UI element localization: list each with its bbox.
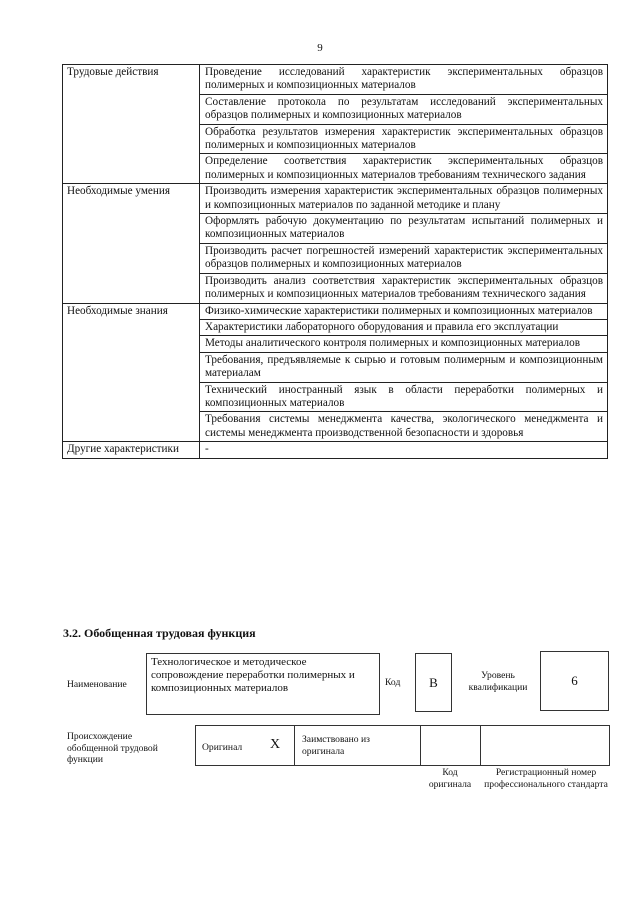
table-cell: Обработка результатов измерения характеристик экспериментальных образцов полимерных и композиционных материалов (200, 124, 608, 154)
page-number: 9 (317, 42, 323, 54)
competency-table (62, 64, 608, 459)
origin-divider-3 (480, 725, 481, 766)
table-cell: - (200, 442, 608, 458)
row-label: Трудовые действия (63, 65, 200, 184)
registration-number-caption: Регистрационный номер профессионального стандарта (484, 767, 608, 790)
code-original-caption: Код оригинала (428, 767, 472, 790)
name-label: Наименование (67, 679, 127, 690)
table-row (63, 184, 608, 214)
level-value: 6 (571, 673, 578, 688)
row-label: Необходимые умения (63, 184, 200, 303)
origin-label: Происхождение обобщенной трудовой функции (67, 731, 158, 765)
table-cell: Определение соответствия характеристик экспериментальных образцов полимерных и композиционных материалов требованиям технического задания (200, 154, 608, 184)
function-name-value: Технологическое и методическое сопровождение переработки полимерных и композиционных материалов (151, 656, 355, 695)
table-cell: Проведение исследований характеристик экспериментальных образцов полимерных и композиционных материалов (200, 65, 608, 95)
table-cell: Требования, предъявляемые к сырью и готовым полимерным и композиционным материалам (200, 352, 608, 382)
code-box (415, 653, 452, 712)
level-label: Уровень квалификации (468, 670, 528, 693)
function-name-box (146, 653, 380, 715)
table-cell: Характеристики лабораторного оборудования и правила его эксплуатации (200, 319, 608, 335)
table-cell: Методы аналитического контроля полимерных и композиционных материалов (200, 336, 608, 352)
table-row (63, 303, 608, 319)
borrowed-label: Заимствовано из оригинала (302, 734, 370, 757)
row-label: Необходимые знания (63, 303, 200, 442)
table-row (63, 442, 608, 458)
table-cell: Физико-химические характеристики полимерных и композиционных материалов (200, 303, 608, 319)
table-cell: Требования системы менеджмента качества, экологического менеджмента и системы менеджмента производственной безопасности и здоровья (200, 412, 608, 442)
code-value: B (429, 675, 438, 690)
original-label: Оригинал (202, 742, 243, 753)
table-cell: Производить расчет погрешностей измерений характеристик экспериментальных образцов полимерных и композиционных материалов (200, 243, 608, 273)
level-box (540, 651, 609, 711)
row-label: Другие характеристики (63, 442, 200, 458)
origin-divider-1 (294, 725, 295, 766)
table-cell: Технический иностранный язык в области переработки полимерных и композиционных материалов (200, 382, 608, 412)
code-label: Код (385, 677, 401, 688)
section-title: 3.2. Обобщенная трудовая функция (63, 626, 256, 640)
table-row (63, 65, 608, 95)
origin-divider-2 (420, 725, 421, 766)
table-cell: Производить анализ соответствия характеристик экспериментальных образцов полимерных и композиционных материалов требованиям технического задания (200, 273, 608, 303)
table-cell: Производить измерения характеристик экспериментальных образцов полимерных и композиционных материалов по заданной методике и плану (200, 184, 608, 214)
table-cell: Составление протокола по результатам исследований экспериментальных образцов полимерных и композиционных материалов (200, 94, 608, 124)
competency-table-body (63, 65, 608, 459)
original-mark: X (270, 737, 281, 752)
table-cell: Оформлять рабочую документацию по результатам испытаний полимерных и композиционных материалов (200, 214, 608, 244)
